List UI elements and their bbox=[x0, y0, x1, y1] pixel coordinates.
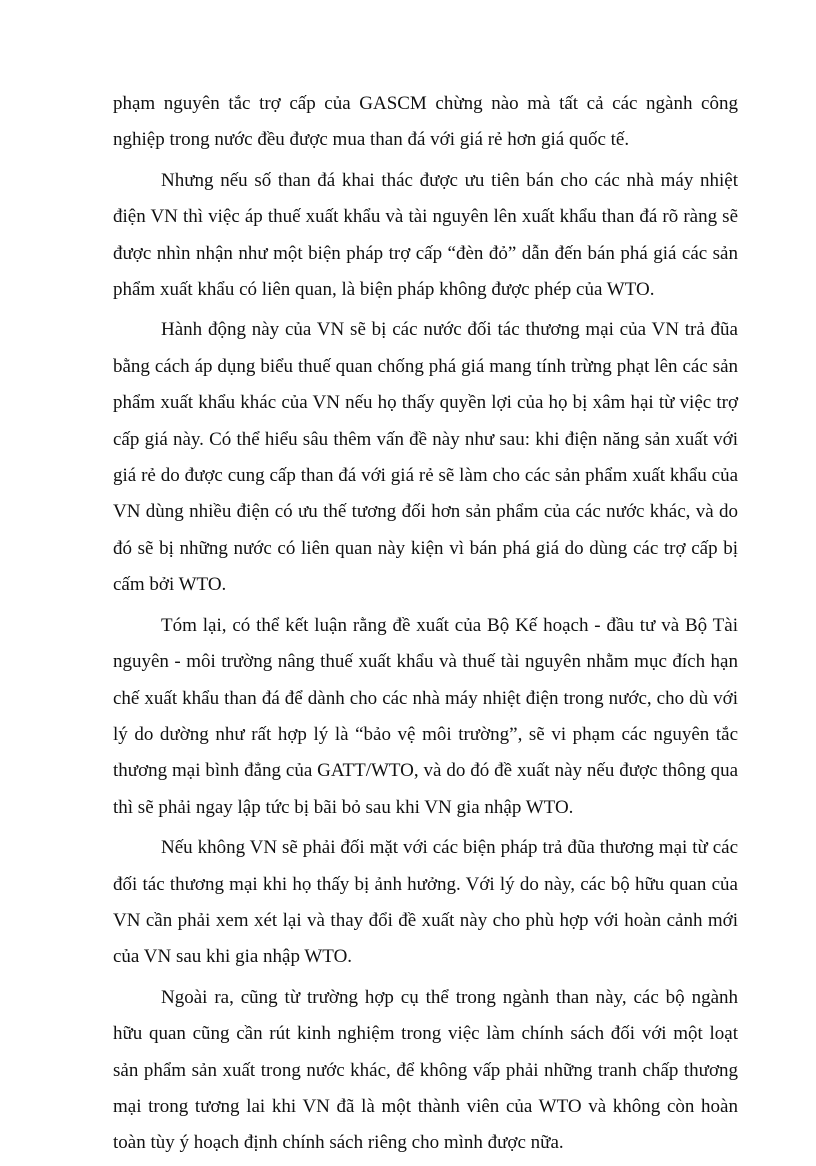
document-body bbox=[113, 86, 738, 1166]
paragraph-retaliation: Hành động này của VN sẽ bị các nước đối tác thương mại của VN trả đũa bằng cách áp dụng biểu thuế quan chống phá giá mang tính trừng phạt lên các sản phẩm xuất khẩu khác của VN nếu họ thấy quyền lợi của họ bị xâm hại từ việc trợ cấp giá này. Có thể hiểu sâu thêm vấn đề này như sau: khi điện năng sản xuất với giá rẻ do được cung cấp than đá với giá rẻ sẽ làm cho các sản phẩm xuất khẩu của VN dùng nhiều điện có ưu thế tương đối hơn sản phẩm của các nước khác, và do đó sẽ bị những nước có liên quan này kiện vì bán phá giá do dùng các trợ cấp bị cấm bởi WTO. bbox=[113, 319, 738, 596]
paragraph-trade-measures: Nếu không VN sẽ phải đối mặt với các biện pháp trả đũa thương mại từ các đối tác thương mại khi họ thấy bị ảnh hưởng. Với lý do này, các bộ hữu quan của VN cần phải xem xét lại và thay đổi đề xuất này cho phù hợp với hoàn cảnh mới của VN sau khi gia nhập WTO. bbox=[113, 837, 738, 968]
paragraph-continuation: phạm nguyên tắc trợ cấp của GASCM chừng nào mà tất cả các ngành công nghiệp trong nước đều được mua than đá với giá rẻ hơn giá quốc tế. bbox=[113, 93, 738, 151]
paragraph-red-light-subsidy: Nhưng nếu số than đá khai thác được ưu tiên bán cho các nhà máy nhiệt điện VN thì việc áp thuế xuất khẩu và tài nguyên lên xuất khẩu than đá rõ ràng sẽ được nhìn nhận như một biện pháp trợ cấp “đèn đỏ” dẫn đến bán phá giá các sản phẩm xuất khẩu có liên quan, là biện pháp không được phép của WTO. bbox=[113, 169, 738, 301]
paragraph-conclusion: Tóm lại, có thể kết luận rằng đề xuất của Bộ Kế hoạch - đầu tư và Bộ Tài nguyên - môi trường nâng thuế xuất khẩu và thuế tài nguyên nhằm mục đích hạn chế xuất khẩu than đá để dành cho các nhà máy nhiệt điện trong nước, cho dù với lý do dường như rất hợp lý là “bảo vệ môi trường”, sẽ vi phạm các nguyên tắc thương mại bình đẳng của GATT/WTO, và do đó đề xuất này nếu được thông qua thì sẽ phải ngay lập tức bị bãi bỏ sau khi VN gia nhập WTO. bbox=[113, 614, 738, 818]
paragraph-lessons: Ngoài ra, cũng từ trường hợp cụ thể trong ngành than này, các bộ ngành hữu quan cũng cần rút kinh nghiệm trong việc làm chính sách đối với một loạt sản phẩm sản xuất trong nước khác, để không vấp phải những tranh chấp thương mại trong tương lai khi VN đã là một thành viên của WTO và không còn hoàn toàn tùy ý hoạch định chính sách riêng cho mình được nữa. bbox=[113, 986, 738, 1154]
